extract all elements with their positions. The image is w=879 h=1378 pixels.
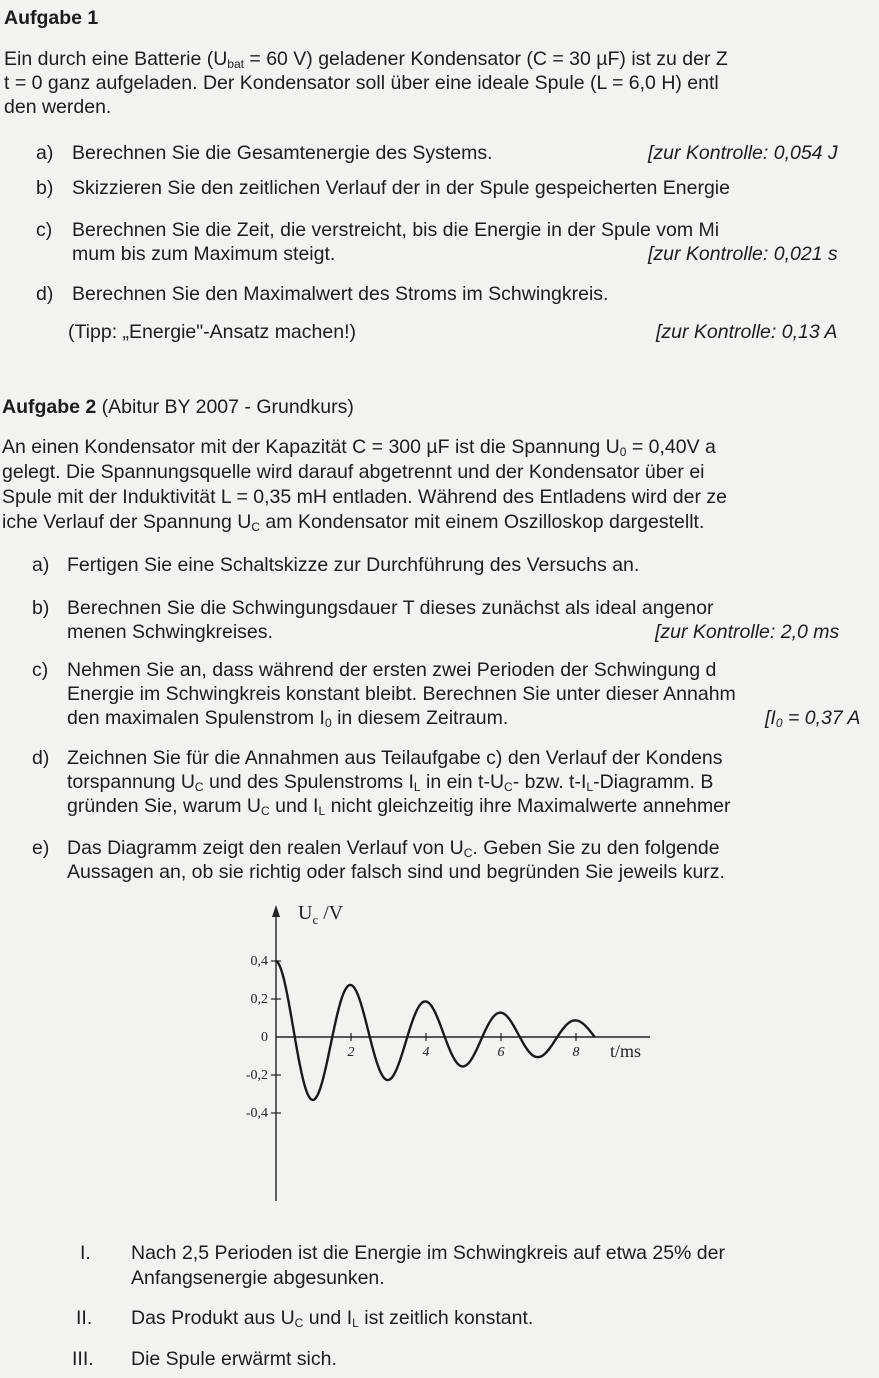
task1-intro-line2: t = 0 ganz aufgeladen. Der Kondensator soll über eine ideale Spule (L = 6,0 H) entl — [4, 72, 719, 94]
y-axis-label: $U_c$ /V — [298, 902, 344, 927]
task2c-label: c) — [32, 659, 49, 681]
y-tick-label: 0 — [261, 1030, 268, 1045]
task1c-label: c) — [36, 219, 53, 241]
task2d-text2: torspannung $U_C$ und des Spulenstroms $I_L$ in ein $t-U_C-$ bzw. $t-I_L$-Diagramm. B — [67, 771, 714, 794]
task2-intro-line2: gelegt. Die Spannungsquelle wird darauf abgetrennt und der Kondensator über ei — [2, 461, 705, 483]
task1c-check: [zur Kontrolle: 0,021 s — [648, 243, 838, 265]
task1-intro-line3: den werden. — [4, 96, 112, 118]
task1a-check: [zur Kontrolle: 0,054 J — [648, 142, 838, 164]
task1d-check: [zur Kontrolle: 0,13 A — [656, 321, 838, 343]
task1d-text1: Berechnen Sie den Maximalwert des Stroms im Schwingkreis. — [72, 283, 609, 305]
x-tick-label: 4 — [422, 1045, 430, 1060]
task2b-text1: Berechnen Sie die Schwingungsdauer T dieses zunächst als ideal angenor — [67, 597, 714, 619]
x-tick-label: 8 — [572, 1045, 580, 1060]
x-axis-label: t/ms — [610, 1041, 642, 1061]
task2c-text3: den maximalen Spulenstrom $I_0$ in diesem Zeitraum. — [67, 707, 509, 730]
statement-1-num: I. — [80, 1242, 91, 1264]
task2d-label: d) — [32, 747, 50, 769]
task1c-text2: mum bis zum Maximum steigt. — [72, 243, 336, 265]
task2e-label: e) — [32, 837, 50, 859]
task2b-text2: menen Schwingkreises. — [67, 621, 273, 643]
task2d-text1: Zeichnen Sie für die Annahmen aus Teilaufgabe c) den Verlauf der Kondens — [67, 747, 723, 769]
task1b-label: b) — [36, 177, 54, 199]
task1b-text: Skizzieren Sie den zeitlichen Verlauf der in der Spule gespeicherten Energie — [72, 177, 730, 199]
task1c-text1: Berechnen Sie die Zeit, die verstreicht, bis die Energie in der Spule vom Mi — [72, 219, 720, 241]
statement-1-text1: Nach 2,5 Perioden ist die Energie im Schwingkreis auf etwa 25% der — [131, 1242, 725, 1264]
statement-3-text: Die Spule erwärmt sich. — [131, 1348, 337, 1370]
x-tick-label: 6 — [497, 1045, 505, 1060]
task2b-label: b) — [32, 597, 50, 619]
task2a-label: a) — [32, 554, 50, 576]
x-tick-label: 2 — [347, 1045, 355, 1060]
task1d-label: d) — [36, 283, 54, 305]
uc-time-chart — [228, 895, 668, 1210]
task2c-check: [$I_0 = 0,37$ A — [765, 707, 861, 730]
task1-intro-line1: Ein durch eine Batterie ($U_{bat} = 60$ V) geladener Kondensator (C = 30 µF) ist zu der Z — [4, 48, 728, 71]
statement-2-num: II. — [76, 1307, 93, 1329]
y-tick-label: 0,2 — [250, 992, 268, 1007]
task2e-text2: Aussagen an, ob sie richtig oder falsch sind und begründen Sie jeweils kurz. — [67, 861, 725, 883]
y-tick-label: -0,4 — [245, 1106, 268, 1121]
task2c-text2: Energie im Schwingkreis konstant bleibt. Berechnen Sie unter dieser Annahm — [67, 683, 736, 705]
y-tick-label: -0,2 — [245, 1068, 268, 1083]
task2b-check: [zur Kontrolle: 2,0 ms — [655, 621, 840, 643]
statement-1-text2: Anfangsenergie abgesunken. — [131, 1267, 385, 1289]
task2e-text1: Das Diagramm zeigt den realen Verlauf von $U_C$. Geben Sie zu den folgende — [67, 837, 720, 860]
y-tick-label: 0,4 — [250, 954, 268, 969]
task2a-text: Fertigen Sie eine Schaltskizze zur Durchführung des Versuchs an. — [67, 554, 640, 576]
statement-2-text: Das Produkt aus $U_C$ und $I_L$ ist zeitlich konstant. — [131, 1307, 534, 1330]
task1a-text: Berechnen Sie die Gesamtenergie des Systems. — [72, 142, 493, 164]
y-axis-arrow — [272, 905, 280, 917]
task2-intro-line3: Spule mit der Induktivität L = 0,35 mH entladen. Während des Entladens wird der ze — [2, 486, 727, 508]
task1a-label: a) — [36, 142, 54, 164]
task2c-text1: Nehmen Sie an, dass während der ersten zwei Perioden der Schwingung d — [67, 659, 717, 681]
statement-3-num: III. — [72, 1348, 94, 1370]
task1d-tip: (Tipp: „Energie"-Ansatz machen!) — [68, 321, 356, 343]
task2-title: Aufgabe 2 (Abitur BY 2007 - Grundkurs) — [2, 396, 354, 418]
task2-intro-line4: iche Verlauf der Spannung $U_C$ am Kondensator mit einem Oszilloskop dargestellt. — [2, 511, 705, 534]
uc-curve — [276, 961, 595, 1100]
task1-title: Aufgabe 1 — [4, 7, 99, 29]
task2-intro-line1: An einen Kondensator mit der Kapazität C = 300 µF ist die Spannung $U_0 = 0,40V$ a — [2, 436, 716, 459]
task2d-text3: gründen Sie, warum $U_C$ und $I_L$ nicht gleichzeitig ihre Maximalwerte annehmer — [67, 795, 731, 818]
